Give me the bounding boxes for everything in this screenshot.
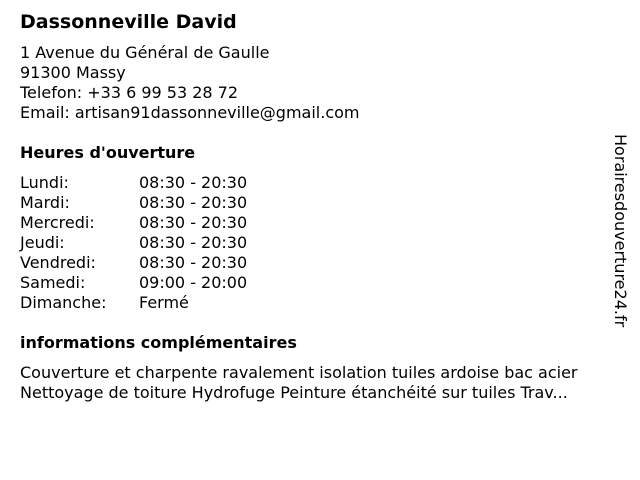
email-line: Email: artisan91dassonneville@gmail.com: [20, 103, 360, 122]
hours-heading: Heures d'ouverture: [20, 143, 196, 162]
hours-day: Mardi:: [20, 193, 70, 212]
hours-row: [20, 253, 610, 273]
business-name: Dassonneville David: [20, 11, 237, 33]
address-line-2: 91300 Massy: [20, 63, 126, 82]
hours-day: Samedi:: [20, 273, 86, 292]
hours-time: 08:30 - 20:30: [139, 253, 248, 272]
hours-time: 08:30 - 20:30: [139, 193, 248, 212]
info-line-2: Nettoyage de toiture Hydrofuge Peinture étanchéité sur tuiles Trav...: [20, 383, 568, 402]
info-line-1: Couverture et charpente ravalement isolation tuiles ardoise bac acier: [20, 363, 578, 382]
hours-row: [20, 233, 610, 253]
hours-day: Jeudi:: [20, 233, 65, 252]
site-watermark: [610, 134, 630, 374]
info-heading: informations complémentaires: [20, 333, 297, 352]
hours-time: 09:00 - 20:00: [139, 273, 248, 292]
hours-time: Fermé: [139, 293, 189, 312]
phone-line: Telefon: +33 6 99 53 28 72: [20, 83, 239, 102]
hours-row: [20, 213, 610, 233]
hours-time: 08:30 - 20:30: [139, 173, 248, 192]
hours-day: Vendredi:: [20, 253, 96, 272]
hours-day: Dimanche:: [20, 293, 107, 312]
hours-row: [20, 193, 610, 213]
hours-time: 08:30 - 20:30: [139, 233, 248, 252]
hours-day: Lundi:: [20, 173, 69, 192]
hours-row: [20, 273, 610, 293]
business-card: [20, 9, 610, 403]
watermark-text: Horairesdouverture24.fr: [611, 134, 630, 328]
hours-row: [20, 173, 610, 193]
hours-day: Mercredi:: [20, 213, 95, 232]
hours-time: 08:30 - 20:30: [139, 213, 248, 232]
hours-table: [20, 173, 610, 313]
hours-row: [20, 293, 610, 313]
address-line-1: 1 Avenue du Général de Gaulle: [20, 43, 270, 62]
